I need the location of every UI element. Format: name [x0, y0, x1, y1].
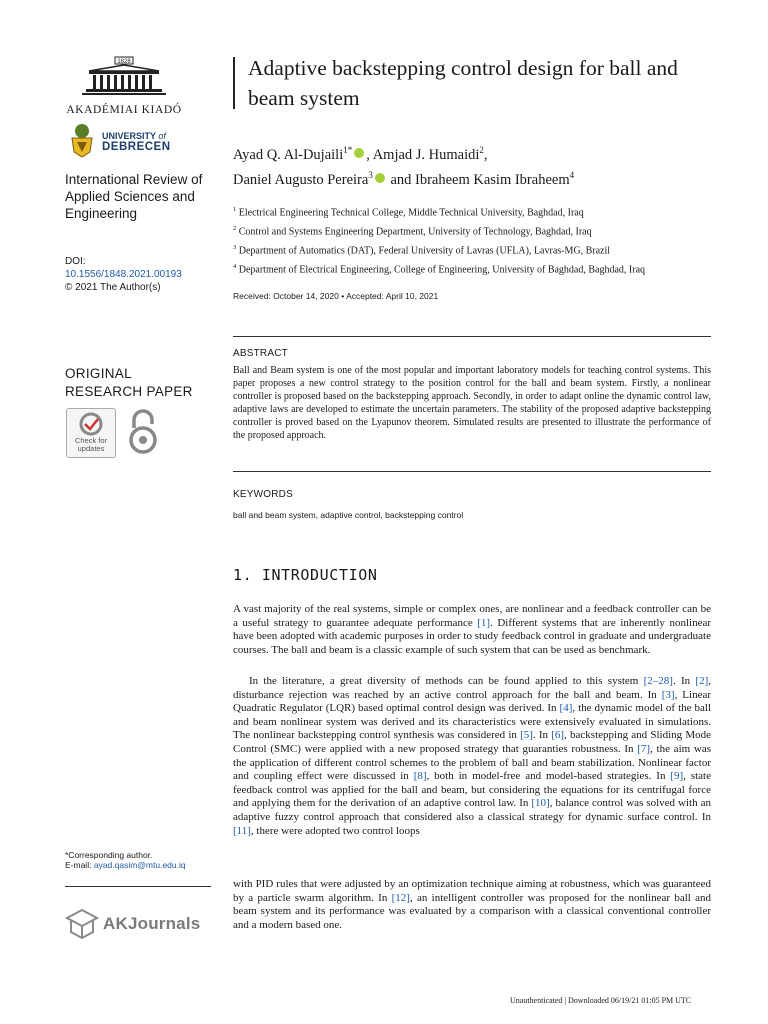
- author-3-sup: 3: [368, 169, 373, 180]
- university-line2: of: [158, 131, 166, 141]
- divider: [233, 336, 711, 337]
- orcid-icon[interactable]: [354, 148, 364, 158]
- divider: [233, 471, 711, 472]
- citation-link[interactable]: [4]: [559, 702, 573, 715]
- keywords-text: ball and beam system, adaptive control, backstepping control: [233, 510, 464, 520]
- akademiai-kiado-logo: [66, 55, 182, 116]
- text-run: , the aim was the application of different control schemes to the problem of ball and beam stabilization. Nonlinear factor and coupling effect were discussed in: [233, 742, 712, 783]
- text-run: , backstepping and Sliding Mode Control (SMC) were applied with a new proposed strategy that guaranties robustness. In: [233, 729, 711, 755]
- citation-link[interactable]: [9]: [670, 770, 684, 783]
- check-updates-icon: [67, 411, 115, 439]
- intro-paragraph-3: [233, 878, 711, 932]
- affiliation-text: Department of Automatics (DAT), Federal University of Lavras (UFLA), Lavras-MG, Brazil: [238, 245, 611, 257]
- affiliation-num: 2: [233, 225, 237, 232]
- doi-link[interactable]: 10.1556/1848.2021.00193: [65, 269, 182, 280]
- university-name: [102, 131, 171, 153]
- title-bar: [233, 57, 235, 109]
- publisher-name: AKADÉMIAI KIADÓ: [66, 104, 182, 116]
- article-title: Adaptive backstepping control design for ball and beam system: [248, 56, 678, 110]
- author-2-sup: 2: [479, 145, 484, 155]
- author-2: Amjad J. Humaidi: [372, 146, 480, 163]
- author-list: Ayad Q. Al-Dujaili$^{1*}$ , Amjad J. Humaidi$^2$, Daniel Augusto Pereira$^3$ and Ibraheem Kasim Ibraheem$^4$: [233, 145, 575, 188]
- text-run: , balance control was solved with an adaptive fuzzy control approach that considered also a classical strategy for dynamic surface control. In: [233, 797, 711, 823]
- text-run: A vast majority of the real systems, simple or complex ones, are nonlinear and a feedback controller can be a useful strategy to guarantee adequate performance: [233, 603, 711, 629]
- affiliation: [233, 241, 713, 260]
- email-label: E-mail:: [65, 860, 92, 870]
- university-line3: DEBRECEN: [102, 141, 171, 153]
- citation-link[interactable]: [3]: [661, 688, 675, 701]
- affiliations: [233, 203, 713, 279]
- akjournals-icon: [65, 908, 99, 940]
- text-run: . In: [672, 675, 696, 687]
- author-3: Daniel Augusto Pereira: [233, 171, 369, 188]
- akjournals-name: AKJournals: [103, 914, 201, 933]
- university-crest-icon: [66, 122, 98, 158]
- corresponding-label: *Corresponding author.: [65, 850, 153, 860]
- citation-link[interactable]: [5]: [520, 729, 533, 742]
- open-access-icon: [126, 408, 160, 456]
- doi-label: DOI:: [65, 256, 86, 267]
- citation-link[interactable]: [2–28]: [643, 675, 673, 687]
- affiliation: [233, 222, 713, 241]
- abstract-text: Ball and Beam system is one of the most popular and important laboratory models for teaching control systems. This paper proposes a new control strategy to the position control for the ball and beam system. Firstly, a nonlinear controller is proposed based on the backstepping approach. Secondly, in order to adapt online the dynamic control law, adaptive laws are developed to estimate the uncertain parameters. The stability of the proposed adaptive backstepping controller is proved based on the Lyapunov theorem. Simulated results are presented to illustrate the performance of the proposed approach.: [233, 365, 711, 441]
- text-run: with PID rules that were adjusted by an optimization technique aiming at robustness, which was guaranteed by a particle swarm algorithm. In: [233, 878, 711, 904]
- text-run: , state feedback control was applied for the ball and beam, but considering the equations for its centrifugal force and applying them for the derivation of an adaptive control law. In: [233, 770, 711, 810]
- author-4: and Ibraheem Kasim Ibraheem: [390, 171, 570, 188]
- text-run: , an intelligent controller was proposed for the nonlinear ball and beam system and its performance was evaluated by a comparison with a classical conventional controller and a modern based one.: [233, 891, 712, 931]
- citation-link[interactable]: [7]: [637, 742, 651, 755]
- author-1-sup: 1*: [343, 145, 353, 155]
- section-heading: 1. INTRODUCTION: [233, 566, 378, 584]
- citation-link[interactable]: [6]: [551, 729, 565, 742]
- doi-block: [65, 255, 182, 294]
- affiliation-text: Department of Electrical Engineering, College of Engineering, University of Baghdad, Baghdad, Iraq: [238, 264, 646, 276]
- affiliation-num: 4: [233, 263, 237, 270]
- text-run: . Different systems that are inherently nonlinear have been adopted with academic purposes in order to study feedback control in graduate and undergraduate courses. The ball and beam is a classic example of such system that can be used as benchmark.: [233, 616, 711, 656]
- intro-paragraph-1: [233, 603, 711, 657]
- text-run: , both in model-free and model-based strategies. In: [426, 770, 671, 783]
- text-run: In the literature, a great diversity of methods can be found applied to this system: [249, 675, 644, 687]
- dates: Received: October 14, 2020 • Accepted: April 10, 2021: [233, 291, 439, 301]
- publisher-building-icon: [66, 55, 182, 97]
- university-logo: [66, 122, 186, 158]
- article-type: ORIGINAL RESEARCH PAPER: [65, 366, 193, 399]
- citation-link[interactable]: [8]: [413, 770, 427, 783]
- text-run: . In: [532, 729, 552, 742]
- intro-paragraph-2: [233, 675, 711, 838]
- author-1: Ayad Q. Al-Dujaili: [233, 146, 344, 163]
- abstract-heading: ABSTRACT: [233, 348, 288, 359]
- check-updates-badge[interactable]: [66, 408, 116, 458]
- text-run: , the dynamic model of the ball and beam nonlinear system was derived and its characteristics were extensively evaluated in simulations. The nonlinear backstepping control synthesis was considered in: [233, 702, 711, 742]
- download-footer: Unauthenticated | Downloaded 06/19/21 01:05 PM UTC: [510, 996, 692, 1005]
- corresponding-email-row: [65, 860, 186, 870]
- corresponding-author: [65, 850, 186, 870]
- email-link[interactable]: ayad.qasim@mtu.edu.iq: [93, 860, 186, 870]
- citation-link[interactable]: [12]: [391, 891, 410, 904]
- affiliation: [233, 260, 713, 279]
- keywords-heading: KEYWORDS: [233, 489, 293, 500]
- citation-link[interactable]: [10]: [531, 797, 550, 810]
- left-divider: [65, 886, 211, 887]
- copyright: © 2021 The Author(s): [65, 282, 161, 293]
- citation-link[interactable]: [2]: [695, 675, 709, 687]
- affiliation-num: 1: [233, 206, 237, 213]
- akjournals-logo: [65, 908, 201, 945]
- journal-name: International Review of Applied Sciences and Engineering: [65, 172, 203, 221]
- orcid-icon[interactable]: [375, 173, 385, 183]
- affiliation-text: Control and Systems Engineering Department, University of Technology, Baghdad, Iraq: [238, 226, 592, 238]
- citation-link[interactable]: [1]: [477, 616, 491, 629]
- publisher-year: 1828: [117, 59, 131, 65]
- text-run: , Linear Quadratic Regulator (LQR) based optimal control design was derived. In: [233, 688, 711, 715]
- text-run: , disturbance rejection was reached by an active control approach for the ball and beam. In: [233, 675, 711, 701]
- text-run: , there were adopted two control loops: [250, 824, 420, 837]
- affiliation: [233, 203, 713, 222]
- citation-link[interactable]: [11]: [233, 824, 251, 837]
- university-line1: UNIVERSITY: [102, 131, 156, 141]
- author-4-sup: 4: [569, 169, 575, 180]
- check-updates-label: Check for updates: [74, 436, 108, 453]
- affiliation-text: Electrical Engineering Technical College, Middle Technical University, Baghdad, Iraq: [238, 207, 584, 219]
- affiliation-num: 3: [233, 244, 237, 251]
